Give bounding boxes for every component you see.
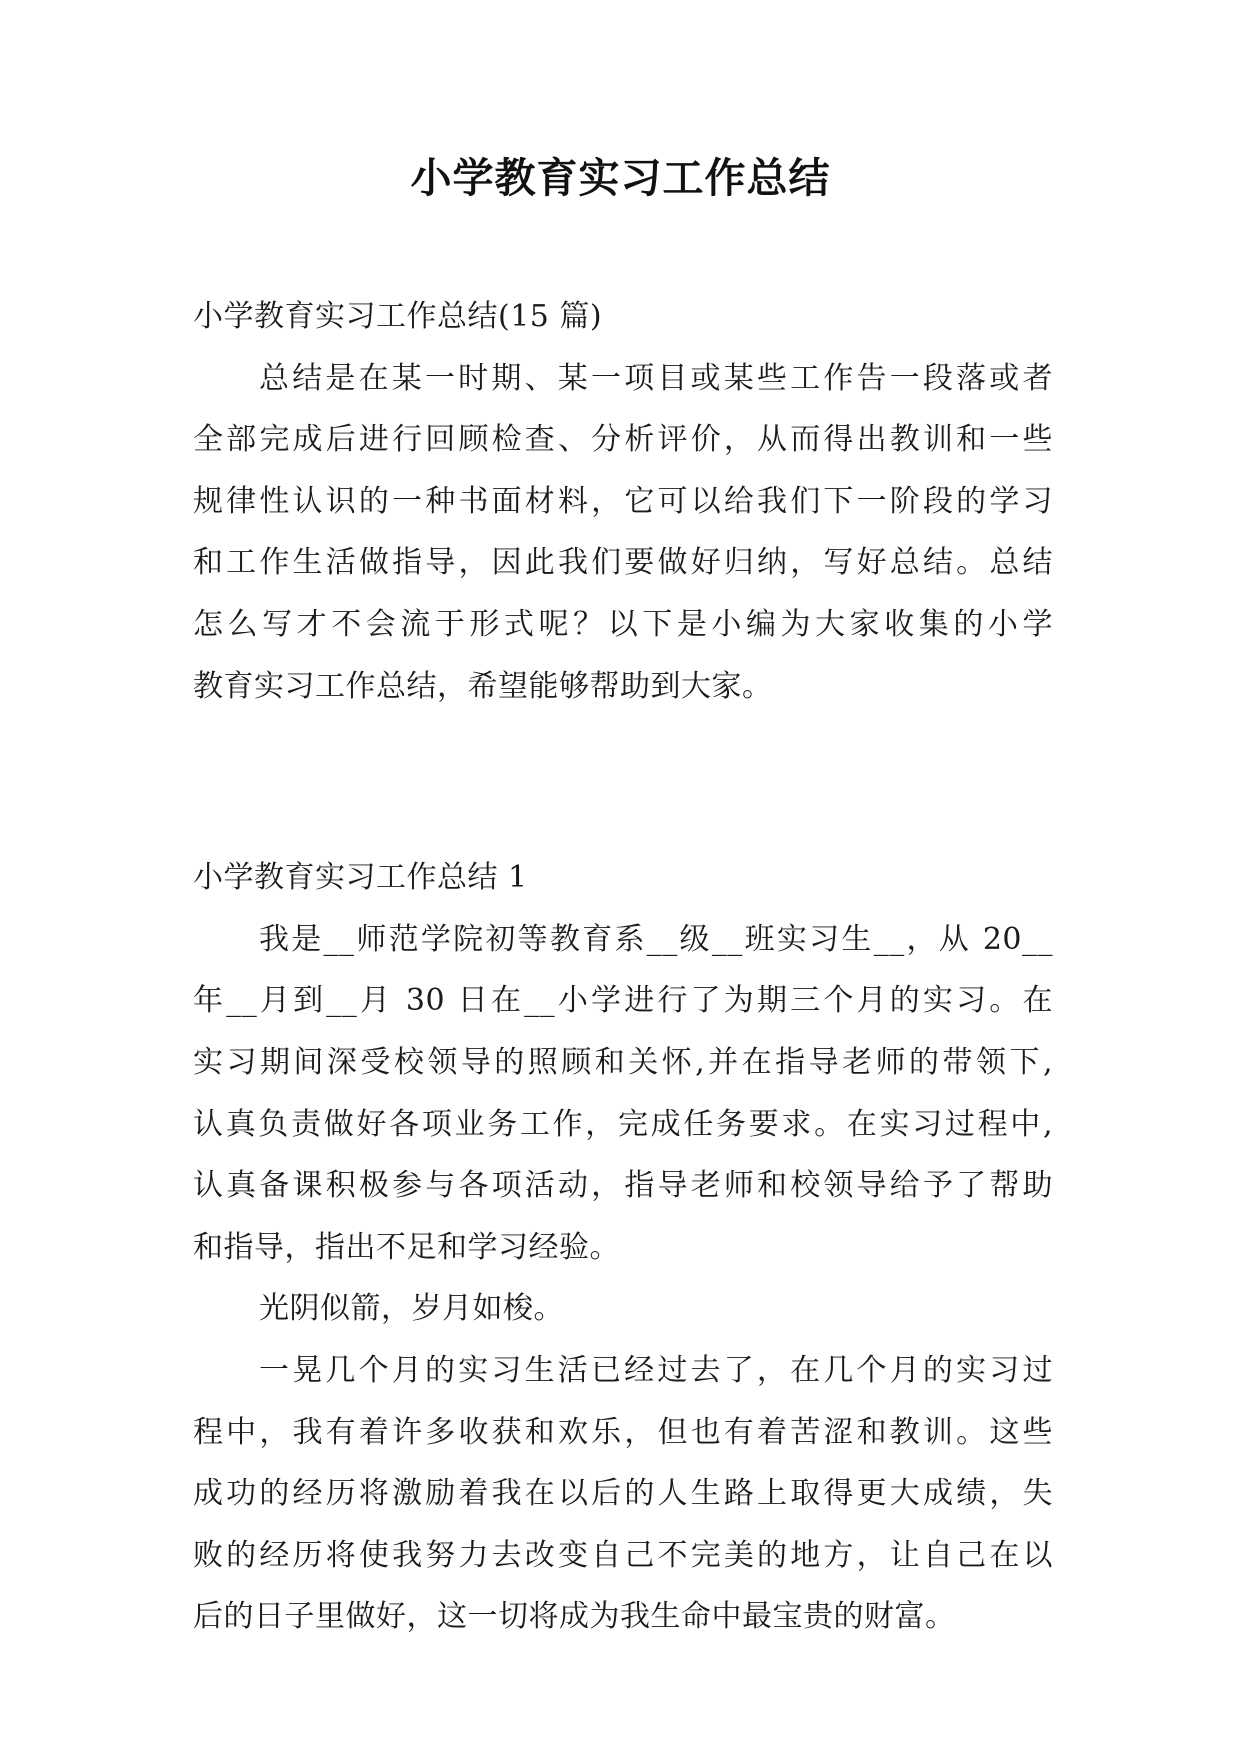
section-spacer (193, 717, 1053, 847)
section1-paragraph-2: 光阴似箭，岁月如梭。 (259, 1291, 564, 1327)
paragraph-line: 我是__师范学院初等教育系__级__班实习生__，从 20__ (259, 921, 1053, 957)
paragraph-line: 全部完成后进行回顾检查、分析评价，从而得出教训和一些 (193, 422, 1053, 458)
paragraph-line: 认真备课积极参与各项活动，指导老师和校领导给予了帮助 (193, 1168, 1053, 1204)
paragraph-line: 认真负责做好各项业务工作，完成任务要求。在实习过程中, (193, 1106, 1053, 1142)
intro-paragraph (193, 348, 1053, 718)
paragraph-line: 和指导，指出不足和学习经验。 (193, 1229, 620, 1265)
paragraph-line: 成功的经历将激励着我在以后的人生路上取得更大成绩，失 (193, 1476, 1053, 1512)
intro-heading: 小学教育实习工作总结(15 篇) (193, 299, 603, 334)
paragraph-line: 败的经历将使我努力去改变自己不完美的地方，让自己在以 (193, 1537, 1053, 1573)
paragraph-line: 教育实习工作总结，希望能够帮助到大家。 (193, 668, 773, 704)
section1-paragraph-1 (193, 909, 1053, 1279)
paragraph-line: 规律性认识的一种书面材料，它可以给我们下一阶段的学习 (193, 483, 1053, 519)
paragraph-line: 怎么写才不会流于形式呢？以下是小编为大家收集的小学 (193, 606, 1053, 642)
paragraph-line: 年__月到__月 30 日在__小学进行了为期三个月的实习。在 (193, 983, 1053, 1019)
paragraph-line: 程中，我有着许多收获和欢乐，但也有着苦涩和教训。这些 (193, 1414, 1053, 1450)
paragraph-line: 一晃几个月的实习生活已经过去了，在几个月的实习过 (259, 1352, 1053, 1388)
paragraph-line: 和工作生活做指导，因此我们要做好归纳，写好总结。总结 (193, 545, 1053, 581)
section-heading: 小学教育实习工作总结 1 (193, 860, 528, 896)
document-title: 小学教育实习工作总结 (410, 154, 831, 202)
paragraph-line: 总结是在某一时期、某一项目或某些工作告一段落或者 (259, 360, 1053, 396)
paragraph-line: 实习期间深受校领导的照顾和关怀,并在指导老师的带领下, (193, 1044, 1053, 1080)
paragraph-line: 后的日子里做好，这一切将成为我生命中最宝贵的财富。 (193, 1599, 956, 1635)
document-body (193, 286, 1053, 1648)
section1-paragraph-3 (193, 1340, 1053, 1648)
